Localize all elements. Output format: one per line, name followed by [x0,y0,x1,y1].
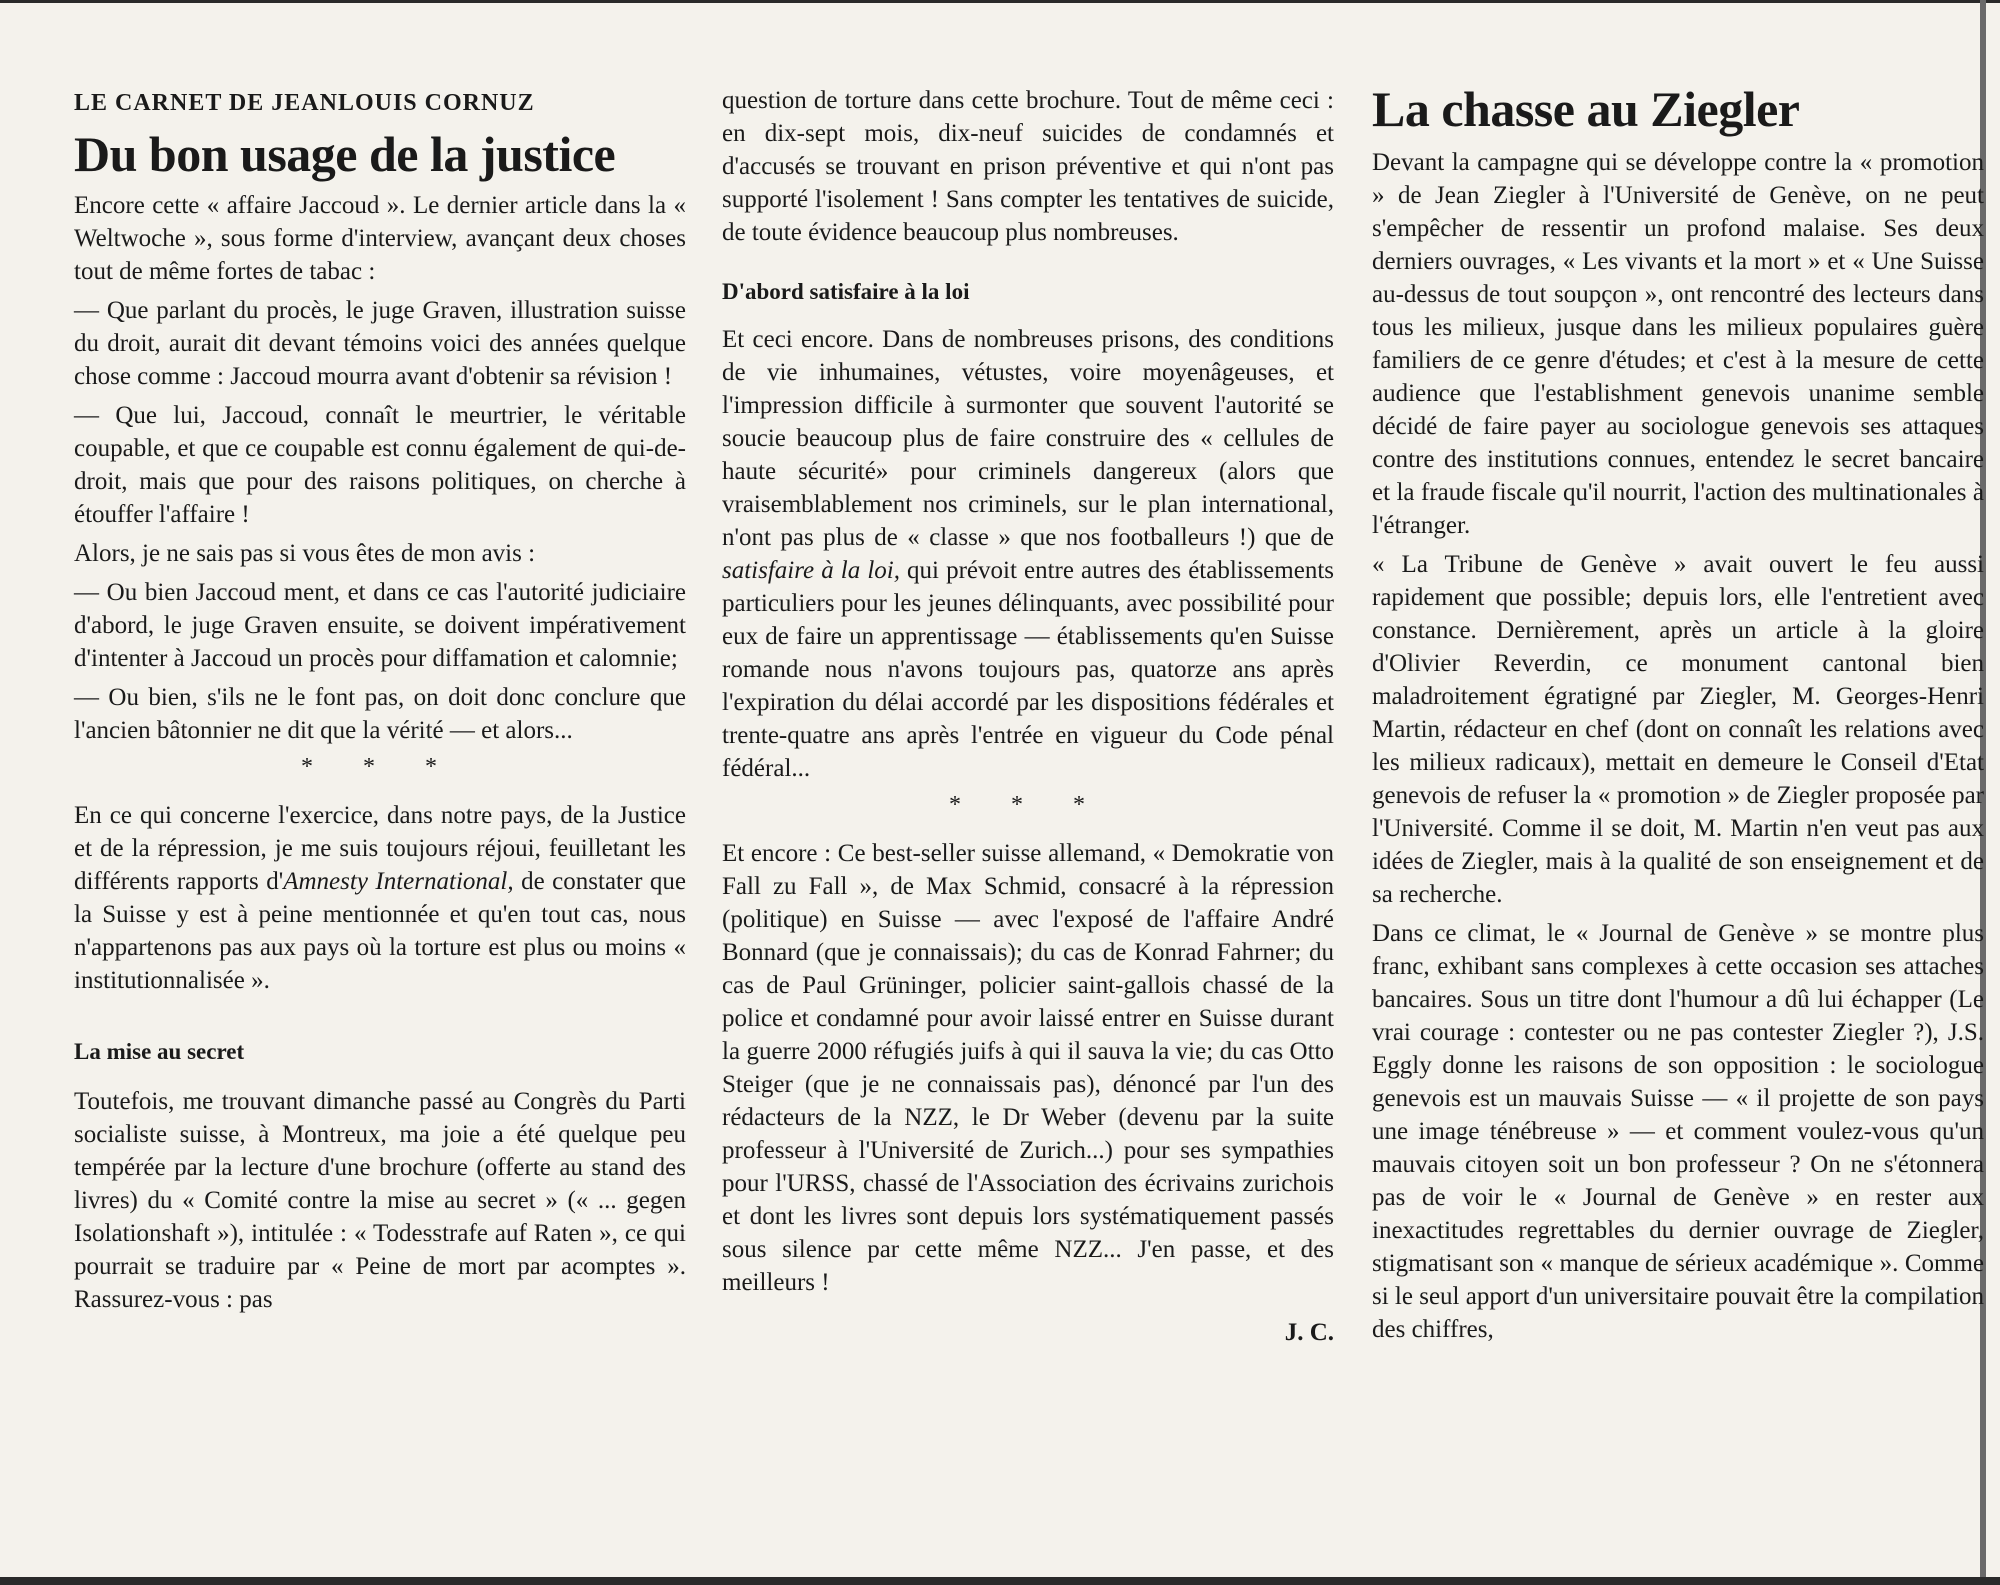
italic-text: satisfaire à la loi, [722,557,900,584]
paragraph: Devant la campagne qui se développe contre la « promotion » de Jean Ziegler à l'Université de Genève, on ne peut s'empêcher de ressentir un profond malaise. Ses deux derniers ouvrages, « Les vivants et la mort » et « Une Suisse au-dessus de tout soupçon », ont rencontré des lecteurs dans tous les milieux, jusque dans les milieux populaires guère familiers de ce genre d'études; et c'est à la mesure de cette audience que l'establishment genevois unanime semble décidé de faire payer au sociologue genevois ses attaques contre des institutions connues, entendez le secret bancaire et la fraude fiscale qu'il nourrit, l'action des multinationales à l'étranger. [1372,149,1984,539]
paragraph: — Que parlant du procès, le juge Graven, illustration suisse du droit, aurait dit devant témoins voici des années quelque chose comme : Jaccoud mourra avant d'obtenir sa révision ! [74,297,686,390]
text-run: Et ceci encore. Dans de nombreuses prisons, des conditions de vie inhumaines, vétustes, voire moyenâgeuses, et l'impression difficile à surmonter que souvent l'autorité se soucie beaucoup plus de faire construire des « cellules de haute sécurité» pour criminels dangereux (alors que vraisemblablement nos criminels, sur le plan international, n'ont pas plus de « classe » que nos footballeurs !) que de [722,326,1334,551]
bottom-rule [0,1577,2000,1585]
paragraph: Dans ce climat, le « Journal de Genève » se montre plus franc, exhibant sans complexes à cette occasion ses attaches bancaires. Sous un titre dont l'humour a dû lui échapper (Le vrai courage : contester ou ne pas contester Ziegler ?), J.S. Eggly donne les raisons de son opposition : le sociologue genevois est un mauvais Suisse — « il projette de son pays une image ténébreuse » — et comment voulez-vous qu'un mauvais citoyen soit un bon professeur ? On ne s'étonnera pas de voir le « Journal de Genève » en rester aux inexactitudes regrettables du dernier ouvrage de Ziegler, stigmatisant son « manque de sérieux académique ». Comme si le seul apport d'un universitaire pouvait être la compilation des chiffres, [1372,920,1984,1343]
column-middle [722,84,1334,1347]
paragraph: question de torture dans cette brochure. Tout de même ceci : en dix-sept mois, dix-neuf suicides de condamnés et d'accusés se trouvant en prison préventive et qui n'ont pas supporté l'isolement ! Sans compter les tentatives de suicide, de toute évidence beaucoup plus nombreuses. [722,87,1334,246]
paragraph: « La Tribune de Genève » avait ouvert le feu aussi rapidement que possible; depuis lors, elle l'entretient avec constance. Dernièrement, après un article à la gloire d'Olivier Reverdin, ce monument cantonal bien maladroitement égratigné par Ziegler, M. Georges-Henri Martin, rédacteur en chef (dont on connaît les relations avec les milieux radicaux), mettait en demeure le Conseil d'Etat genevois de refuser la « promotion » de Ziegler proposée par l'Université. Comme il se doit, M. Martin n'en veut pas aux idées de Ziegler, mais à la qualité de son enseignement et de sa recherche. [1372,551,1984,908]
top-rule [0,0,2000,3]
paragraph: Et encore : Ce best-seller suisse allemand, « Demokratie von Fall zu Fall », de Max Schmid, consacré à la répression (politique) en Suisse — avec l'exposé de l'affaire André Bonnard (que je connaissais); du cas de Konrad Fahrner; du cas de Paul Grüninger, policier saint-gallois chassé de la police et condamné pour avoir laissé entrer en Suisse durant la guerre 2000 réfugiés juifs à qui il sauva la vie; du cas Otto Steiger (que je ne connaissais pas), dénoncé par l'un des rédacteurs de la NZZ, le Dr Weber (devenu par la suite professeur à l'Université de Zurich...) pour ses sympathies pour l'URSS, chassé de l'Association des écrivains zurichois et dont les livres sont depuis lors systématiquement passés sous silence par cette même NZZ... J'en passe, et des meilleurs ! [722,840,1334,1296]
section-separator: * * * [301,754,459,780]
text-run: En ce qui concerne l'exercice, dans notre pays, de la Justice et de la répression, je me suis toujours réjoui, feuilletant les différents rapports d' [74,802,686,895]
text-run: qui prévoit entre autres des établissements particuliers pour les jeunes délinquants, avec possibilité pour eux de faire un apprentissage — établissements qu'en Suisse romande nous n'avons toujours pas, quatorze ans après l'expiration du délai accordé par les dispositions fédérales et trente-quatre ans après l'entrée en vigueur du Code pénal fédéral... [722,557,1334,782]
paragraph: — Ou bien Jaccoud ment, et dans ce cas l'autorité judiciaire d'abord, le juge Graven ensuite, se doivent impérativement d'intenter à Jaccoud un procès pour diffamation et calomnie; [74,579,686,672]
italic-text: Amnesty International, [283,868,514,895]
column-right [1372,80,1984,1352]
section-separator: * * * [949,792,1107,818]
article-headline: La chasse au Ziegler [1372,81,1800,137]
subheading: D'abord satisfaire à la loi [722,279,970,304]
paragraph: Toutefois, me trouvant dimanche passé au Congrès du Parti socialiste suisse, à Montreux, ma joie a été quelque peu tempérée par la lecture d'une brochure (offerte au stand des livres) du « Comité contre la mise au secret » (« ... gegen Isolationshaft »), intitulée : « Todesstrafe auf Raten », ce qui pourrait se traduire par « Peine de mort par acomptes ». Rassurez-vous : pas [74,1088,686,1313]
text-run: de constater que la Suisse y est à peine mentionnée et qu'en tout cas, nous n'appartenons pas aux pays où la torture est plus ou moins « institutionnalisée ». [74,868,686,994]
signature: J. C. [1284,1319,1334,1346]
paragraph: Encore cette « affaire Jaccoud ». Le dernier article dans la « Weltwoche », sous forme d'interview, avançant deux choses tout de même fortes de tabac : [74,192,686,285]
paragraph [722,323,1334,785]
article-headline: Du bon usage de la justice [74,126,616,182]
column-left [74,80,686,1322]
paragraph: — Que lui, Jaccoud, connaît le meurtrier, le véritable coupable, et que ce coupable est connu également de qui-de-droit, mais que pour des raisons politiques, on cherche à étouffer l'affaire ! [74,402,686,528]
paragraph [74,799,686,997]
paragraph: Alors, je ne sais pas si vous êtes de mon avis : [74,540,536,567]
paragraph: — Ou bien, s'ils ne le font pas, on doit donc conclure que l'ancien bâtonnier ne dit que la vérité — et alors... [74,684,686,744]
column-kicker: LE CARNET DE JEANLOUIS CORNUZ [74,90,535,116]
subheading: La mise au secret [74,1039,245,1064]
